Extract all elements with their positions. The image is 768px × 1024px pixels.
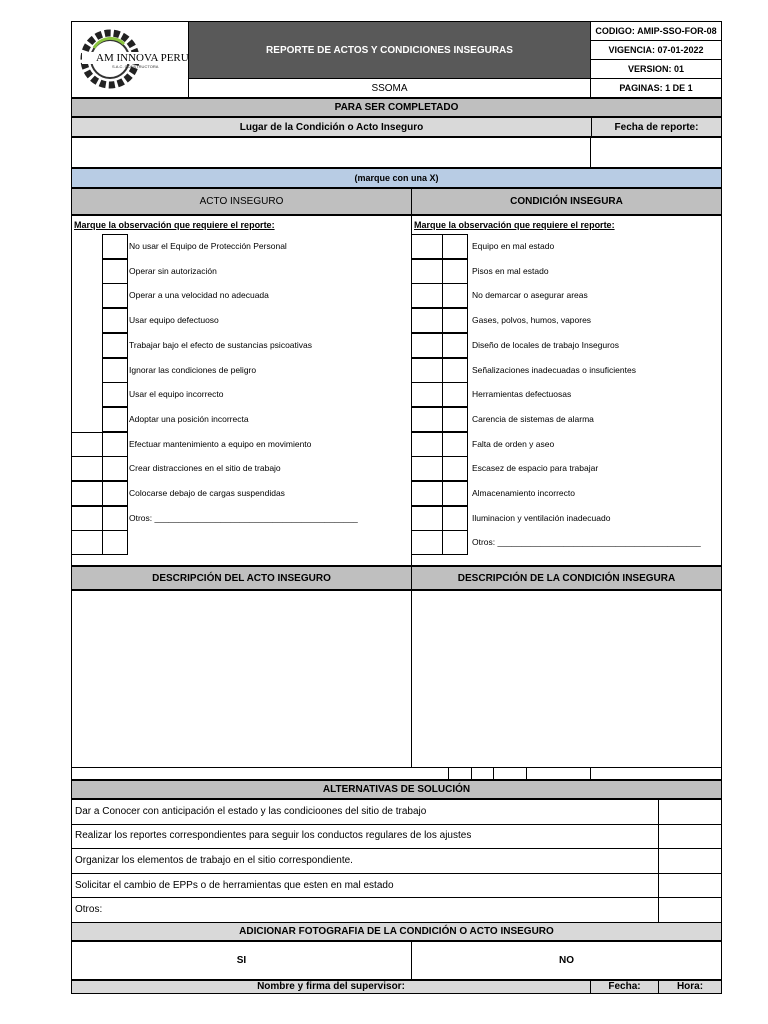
logo-text: AM INNOVA PERU [96, 52, 189, 64]
footer-hora-label: Hora: [658, 980, 721, 993]
foto-heading: ADICIONAR FOTOGRAFIA DE LA CONDICIÓN O ACTO INSEGURO [71, 922, 722, 941]
condicion-checkbox-outer[interactable] [411, 456, 443, 481]
alternativa-mark-cell[interactable] [658, 898, 721, 922]
acto-checkbox-outer[interactable] [71, 506, 103, 531]
acto-item-label: Adoptar una posición incorrecta [129, 413, 249, 424]
desc-bottom-line [71, 767, 722, 768]
alternativa-mark-cell[interactable] [658, 825, 721, 849]
desc-condicion-field[interactable] [411, 591, 721, 767]
condicion-checkbox-outer[interactable] [411, 358, 443, 383]
alternativa-label: Dar a Conocer con anticipación el estado y las condicioones del sitio de trabajo [75, 805, 427, 817]
grid-tick-4 [526, 767, 527, 780]
logo-subtext: S.A.C. CONSTRUCTORA [112, 64, 159, 69]
condicion-checkbox[interactable] [442, 333, 468, 358]
condicion-checkbox-outer[interactable] [411, 234, 443, 259]
acto-item-label: Usar el equipo incorrecto [129, 389, 224, 400]
logo-cell [72, 22, 189, 97]
condicion-heading: CONDICIÓN INSEGURA [411, 189, 721, 214]
condicion-item-label: Iluminacion y ventilación inadecuado [472, 512, 611, 523]
grid-tick-3 [493, 767, 494, 780]
alternativa-label: Organizar los elementos de trabajo en el sitio correspondiente. [75, 854, 353, 866]
condicion-checkbox-outer[interactable] [411, 530, 443, 555]
alternativas-heading: ALTERNATIVAS DE SOLUCIÓN [71, 780, 722, 799]
section-complete-band: PARA SER COMPLETADO [71, 98, 722, 117]
acto-item-label: Usar equipo defectuoso [129, 315, 219, 326]
acto-item-label: Colocarse debajo de cargas suspendidas [129, 488, 285, 498]
acto-checkbox-outer[interactable] [71, 481, 103, 506]
supervisor-label: Nombre y firma del supervisor: [257, 981, 405, 992]
acto-heading: ACTO INSEGURO [199, 196, 284, 207]
condicion-checkbox-outer[interactable] [411, 259, 443, 284]
acto-item-label: Operar sin autorización [129, 265, 217, 276]
alternativa-label: Realizar los reportes correspondientes para seguir los conductos regulares de los ajustes [75, 830, 472, 842]
condicion-checkbox-outer[interactable] [411, 481, 443, 506]
form-subtitle: SSOMA [189, 78, 590, 97]
desc-condicion-heading: DESCRIPCIÓN DE LA CONDICIÓN INSEGURA [411, 567, 721, 589]
condicion-item-label: Otros: ___________________________________________ [472, 537, 701, 548]
condicion-item-label: Gases, polvos, humos, vapores [472, 315, 592, 326]
condicion-checkbox-outer[interactable] [411, 407, 443, 432]
acto-checkbox-blank-inner[interactable] [102, 530, 128, 555]
condicion-checkbox[interactable] [442, 506, 468, 531]
place-input[interactable] [72, 138, 590, 167]
condicion-item-label: No demarcar o asegurar areas [472, 290, 588, 301]
acto-checkbox[interactable] [102, 333, 128, 358]
desc-acto-field[interactable] [72, 591, 411, 767]
acto-item-label: Otros: ___________________________________________ [129, 512, 358, 523]
condicion-checkbox-outer[interactable] [411, 283, 443, 308]
condicion-checkbox[interactable] [442, 530, 468, 555]
vigencia-cell: VIGENCIA: 07-01-2022 [591, 41, 721, 60]
mark-instruction-band: (marque con una X) [71, 168, 722, 188]
acto-checkbox-outer[interactable] [71, 432, 103, 457]
condicion-checkbox[interactable] [442, 382, 468, 407]
condicion-item-label: Almacenamiento incorrecto [472, 488, 575, 498]
acto-item-label: Operar a una velocidad no adecuada [129, 290, 269, 301]
footer-fecha-label: Fecha: [590, 980, 658, 993]
acto-checkbox-outer[interactable] [71, 456, 103, 481]
condicion-item-label: Falta de orden y aseo [472, 438, 555, 449]
acto-checkbox[interactable] [102, 407, 128, 432]
condicion-checkbox-outer[interactable] [411, 308, 443, 333]
condicion-checkbox[interactable] [442, 456, 468, 481]
condicion-checkbox-outer[interactable] [411, 382, 443, 407]
paginas-cell: PAGINAS: 1 DE 1 [619, 83, 693, 93]
condicion-item-label: Herramientas defectuosas [472, 389, 572, 400]
codigo-cell: CODIGO: AMIP-SSO-FOR-08 [591, 22, 721, 41]
foto-no-option[interactable]: NO [411, 942, 721, 979]
condicion-checkbox-outer[interactable] [411, 506, 443, 531]
date-input[interactable] [590, 138, 721, 167]
acto-item-label: Crear distracciones en el sitio de trabajo [129, 463, 281, 474]
acto-checkbox[interactable] [102, 456, 128, 481]
acto-checkbox[interactable] [102, 481, 128, 506]
acto-checkbox-blank[interactable] [71, 530, 103, 555]
acto-item-label: Ignorar las condiciones de peligro [129, 364, 257, 375]
acto-checkbox[interactable] [102, 283, 128, 308]
acto-checkbox[interactable] [102, 506, 128, 531]
alternativa-label: Otros: [75, 904, 103, 916]
grid-tick-2 [471, 767, 472, 780]
condicion-checkbox[interactable] [442, 308, 468, 333]
version-cell: VERSION: 01 [591, 60, 721, 79]
alternativa-label: Solicitar el cambio de EPPs o de herramientas que esten en mal estado [75, 879, 394, 891]
condicion-checkbox[interactable] [442, 234, 468, 259]
condicion-checkbox[interactable] [442, 481, 468, 506]
acto-checkbox[interactable] [102, 382, 128, 407]
condicion-instruction: Marque la observación que requiere el reporte: [414, 220, 615, 230]
condicion-checkbox[interactable] [442, 259, 468, 284]
grid-tick-1 [448, 767, 449, 780]
acto-item-label: Trabajar bajo el efecto de sustancias psicoativas [129, 339, 313, 350]
condicion-item-label: Carencia de sistemas de alarma [472, 413, 594, 424]
desc-acto-heading: DESCRIPCIÓN DEL ACTO INSEGURO [152, 572, 331, 584]
condicion-checkbox[interactable] [442, 407, 468, 432]
alternativa-mark-cell[interactable] [658, 800, 721, 824]
condicion-checkbox[interactable] [442, 432, 468, 457]
acto-checkbox[interactable] [102, 259, 128, 284]
acto-checkbox[interactable] [102, 432, 128, 457]
acto-checkbox[interactable] [102, 308, 128, 333]
acto-instruction: Marque la observación que requiere el reporte: [74, 220, 275, 230]
acto-item-label: No usar el Equipo de Protección Personal [129, 241, 287, 251]
condicion-item-label: Señalizaciones inadecuadas o insuficientes [472, 364, 636, 375]
condicion-checkbox[interactable] [442, 358, 468, 383]
condicion-item-label: Escasez de espacio para trabajar [472, 463, 599, 474]
alternativa-mark-cell[interactable] [658, 874, 721, 898]
acto-item-label: Efectuar mantenimiento a equipo en movimiento [129, 438, 312, 449]
condicion-item-label: Diseño de locales de trabajo Inseguros [472, 339, 619, 350]
place-label: Lugar de la Condición o Acto Inseguro [239, 121, 424, 133]
form-title: REPORTE DE ACTOS Y CONDICIONES INSEGURAS [189, 22, 590, 78]
alternativa-mark-cell[interactable] [658, 849, 721, 873]
condicion-checkbox-outer[interactable] [411, 333, 443, 358]
condicion-checkbox[interactable] [442, 283, 468, 308]
acto-checkbox[interactable] [102, 234, 128, 259]
condicion-item-label: Equipo en mal estado [472, 241, 555, 251]
grid-tick-5 [590, 767, 591, 780]
acto-checkbox[interactable] [102, 358, 128, 383]
condicion-checkbox-outer[interactable] [411, 432, 443, 457]
foto-si-option[interactable]: SI [236, 955, 247, 966]
date-label: Fecha de reporte: [591, 118, 721, 136]
condicion-item-label: Pisos en mal estado [472, 265, 549, 276]
